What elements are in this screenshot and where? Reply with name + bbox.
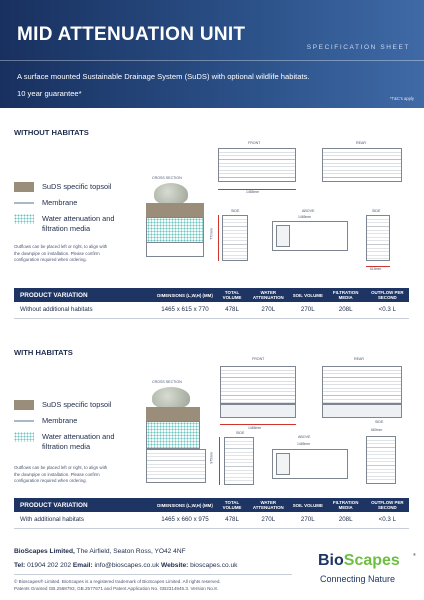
cross-section-media bbox=[146, 217, 204, 243]
topsoil-swatch bbox=[14, 400, 34, 410]
header-outflow: OUTFLOW PER SECOND bbox=[366, 288, 409, 302]
cell-dimensions: 1465 x 660 x 975 bbox=[153, 512, 218, 528]
front-habitat-base bbox=[220, 404, 296, 418]
outflow-note-1: Outflows can be placed left or right, to align with bbox=[14, 465, 108, 470]
legend-media-label-1: Water attenuation and bbox=[42, 432, 115, 441]
front-caption: FRONT bbox=[248, 141, 261, 145]
cross-section-media bbox=[146, 421, 200, 449]
header-variation: PRODUCT VARIATION bbox=[14, 498, 153, 512]
legend-media bbox=[14, 214, 154, 236]
bioscapes-logo bbox=[318, 552, 418, 592]
cell-outflow: <0.3 L bbox=[366, 302, 409, 318]
header-total-volume: TOTAL VOLUME bbox=[217, 288, 246, 302]
logo-word-bio: Bio bbox=[318, 552, 344, 569]
width-dimension: 1465mm bbox=[246, 190, 260, 194]
plant-illustration bbox=[152, 387, 190, 409]
cell-total-volume: 478L bbox=[217, 302, 246, 318]
height-dimension-line bbox=[219, 437, 220, 485]
outflow-note-2: the downpipe on installation. Please confirm bbox=[14, 250, 100, 256]
header-soil-volume: SOIL VOLUME bbox=[290, 498, 326, 512]
cell-water-attenuation: 270L bbox=[247, 512, 290, 528]
side-right-caption: SIDE bbox=[372, 209, 381, 213]
legend-media-2 bbox=[14, 432, 154, 454]
cross-section-drawing bbox=[146, 183, 204, 269]
header-filtration-media: FILTRATION MEDIA bbox=[326, 498, 366, 512]
front-view-habitats bbox=[220, 366, 296, 404]
legend-membrane-label: Membrane bbox=[42, 416, 78, 425]
cell-soil-volume: 270L bbox=[290, 512, 326, 528]
height-dimension: 770mm bbox=[209, 228, 214, 240]
legend-topsoil-label: SuDS specific topsoil bbox=[42, 400, 112, 409]
header-water-attenuation: WATER ATTENUATION bbox=[247, 498, 290, 512]
rear-view-habitats bbox=[322, 366, 402, 404]
legend-topsoil-2 bbox=[14, 400, 154, 414]
cross-section-caption: CROSS SECTION bbox=[152, 176, 182, 180]
cross-section-caption: CROSS SECTION bbox=[152, 380, 182, 384]
copyright-line: © Bioscapes® Limited. BioScapes is a registered trademark of BioScapes Limited. All rights reserved. bbox=[14, 579, 221, 584]
rear-caption: REAR bbox=[356, 141, 366, 145]
topsoil-swatch bbox=[14, 182, 34, 192]
legend-membrane bbox=[14, 198, 154, 212]
header-divider bbox=[0, 60, 424, 61]
intro-text: A surface mounted Sustainable Drainage System (SuDS) with optional wildlife habitats. bbox=[17, 72, 310, 81]
cross-section-base bbox=[146, 243, 204, 257]
header-dimensions: DIMENSIONS (L,W,H) (MM) bbox=[153, 288, 218, 302]
section-title-without-habitats: WITHOUT HABITATS bbox=[14, 128, 89, 137]
width-dimension: 1465mm bbox=[248, 426, 262, 430]
media-swatch bbox=[14, 214, 34, 224]
side-view-habitats bbox=[224, 437, 254, 485]
cell-variation: With additional habitats bbox=[14, 512, 153, 528]
legend-media-label-2: filtration media bbox=[42, 224, 91, 233]
logo-wordmark bbox=[318, 552, 400, 570]
cell-filtration-media: 208L bbox=[326, 512, 366, 528]
side-caption: SIDE bbox=[236, 431, 245, 435]
side-view bbox=[222, 215, 248, 261]
cell-filtration-media: 208L bbox=[326, 302, 366, 318]
header-water-attenuation: WATER ATTENUATION bbox=[247, 288, 290, 302]
height-dimension: 975mm bbox=[209, 452, 214, 464]
header-dimensions: DIMENSIONS (L,W,H) (MM) bbox=[153, 498, 218, 512]
address-text: The Airfield, Seaton Ross, YO42 4NF bbox=[74, 548, 186, 555]
rear-caption: REAR bbox=[354, 357, 364, 361]
logo-tagline: Connecting Nature bbox=[320, 574, 396, 584]
top-view-outlet bbox=[276, 453, 290, 475]
legend-topsoil-label: SuDS specific topsoil bbox=[42, 182, 112, 191]
header-banner bbox=[0, 0, 424, 108]
cell-dimensions: 1465 x 615 x 770 bbox=[153, 302, 218, 318]
table-row bbox=[14, 512, 409, 528]
cell-water-attenuation: 270L bbox=[247, 302, 290, 318]
legend-membrane-label: Membrane bbox=[42, 198, 78, 207]
legal-text bbox=[14, 578, 221, 592]
company-address bbox=[14, 548, 186, 555]
guarantee-text: 10 year guarantee* bbox=[17, 89, 82, 98]
company-name: BioScapes Limited, bbox=[14, 548, 75, 555]
header-total-volume: TOTAL VOLUME bbox=[217, 498, 246, 512]
cell-variation: Without additional habitats bbox=[14, 302, 153, 318]
plant-illustration bbox=[154, 183, 188, 205]
side-right-caption: SIDE bbox=[375, 420, 384, 424]
page-subtitle: SPECIFICATION SHEET bbox=[306, 44, 410, 51]
rear-view bbox=[322, 148, 402, 182]
media-swatch bbox=[14, 432, 34, 442]
rear-habitat-base bbox=[322, 404, 402, 418]
side-right-view-habitats bbox=[366, 436, 396, 484]
email-link[interactable]: info@bioscapes.co.uk bbox=[92, 562, 161, 569]
side-right-view bbox=[366, 215, 390, 261]
logo-registered-mark: ® bbox=[413, 552, 416, 557]
front-view bbox=[218, 148, 296, 182]
legend-topsoil bbox=[14, 182, 154, 196]
top-view-outlet bbox=[276, 225, 290, 247]
cell-total-volume: 478L bbox=[217, 512, 246, 528]
product-table-without-habitats bbox=[14, 288, 409, 319]
above-dimension: 1465mm bbox=[298, 215, 312, 219]
legend-membrane-2 bbox=[14, 416, 154, 430]
membrane-swatch bbox=[14, 420, 34, 422]
website-label: Website: bbox=[160, 562, 189, 569]
header-variation: PRODUCT VARIATION bbox=[14, 288, 153, 302]
habitat-unit bbox=[146, 449, 206, 483]
logo-word-scapes: Scapes bbox=[343, 552, 400, 569]
height-dimension-line bbox=[218, 215, 219, 261]
depth-dimension: 660mm bbox=[371, 428, 383, 432]
email-label: Email: bbox=[72, 562, 93, 569]
side-caption: SIDE bbox=[231, 209, 240, 213]
above-caption: ABOVE bbox=[302, 209, 315, 213]
above-dimension: 1465mm bbox=[297, 442, 311, 446]
patent-line: Patents Granted GB.2568793, GB.2577671 and Patent Application No. GB2314945.3. Version No.8. bbox=[14, 586, 219, 591]
cell-outflow: <0.3 L bbox=[366, 512, 409, 528]
membrane-swatch bbox=[14, 202, 34, 204]
tel-value[interactable]: 01904 202 202 bbox=[25, 562, 73, 569]
cross-section-soil bbox=[146, 203, 204, 217]
legend-media-label-1: Water attenuation and bbox=[42, 214, 115, 223]
outflow-note-1: Outflows can be placed left or right, to align with bbox=[14, 244, 108, 249]
outflow-note-3: configuration required when ordering. bbox=[14, 478, 87, 483]
header-filtration-media: FILTRATION MEDIA bbox=[326, 288, 366, 302]
header-outflow: OUTFLOW PER SECOND bbox=[366, 498, 409, 512]
section-title-with-habitats: WITH HABITATS bbox=[14, 348, 73, 357]
above-caption: ABOVE bbox=[298, 435, 311, 439]
page-title: MID ATTENUATION UNIT bbox=[17, 24, 246, 45]
depth-dimension: 615mm bbox=[370, 267, 382, 271]
width-dimension-line bbox=[220, 424, 296, 425]
footer-divider bbox=[14, 574, 292, 575]
cross-section-soil bbox=[146, 407, 200, 421]
header-soil-volume: SOIL VOLUME bbox=[290, 288, 326, 302]
outflow-note-3: configuration required when ordering. bbox=[14, 257, 87, 262]
legend-media-label-2: filtration media bbox=[42, 442, 91, 451]
website-link[interactable]: bioscapes.co.uk bbox=[188, 562, 238, 569]
outflow-note-2: the downpipe on installation. Please confirm bbox=[14, 471, 100, 477]
front-caption: FRONT bbox=[252, 357, 265, 361]
cell-soil-volume: 270L bbox=[290, 302, 326, 318]
contact-line bbox=[14, 562, 237, 569]
cross-section-drawing-habitats bbox=[146, 387, 206, 487]
table-row bbox=[14, 302, 409, 318]
tel-label: Tel: bbox=[14, 562, 26, 569]
tcs-note: *T&C's apply bbox=[389, 96, 414, 101]
product-table-with-habitats bbox=[14, 498, 409, 529]
